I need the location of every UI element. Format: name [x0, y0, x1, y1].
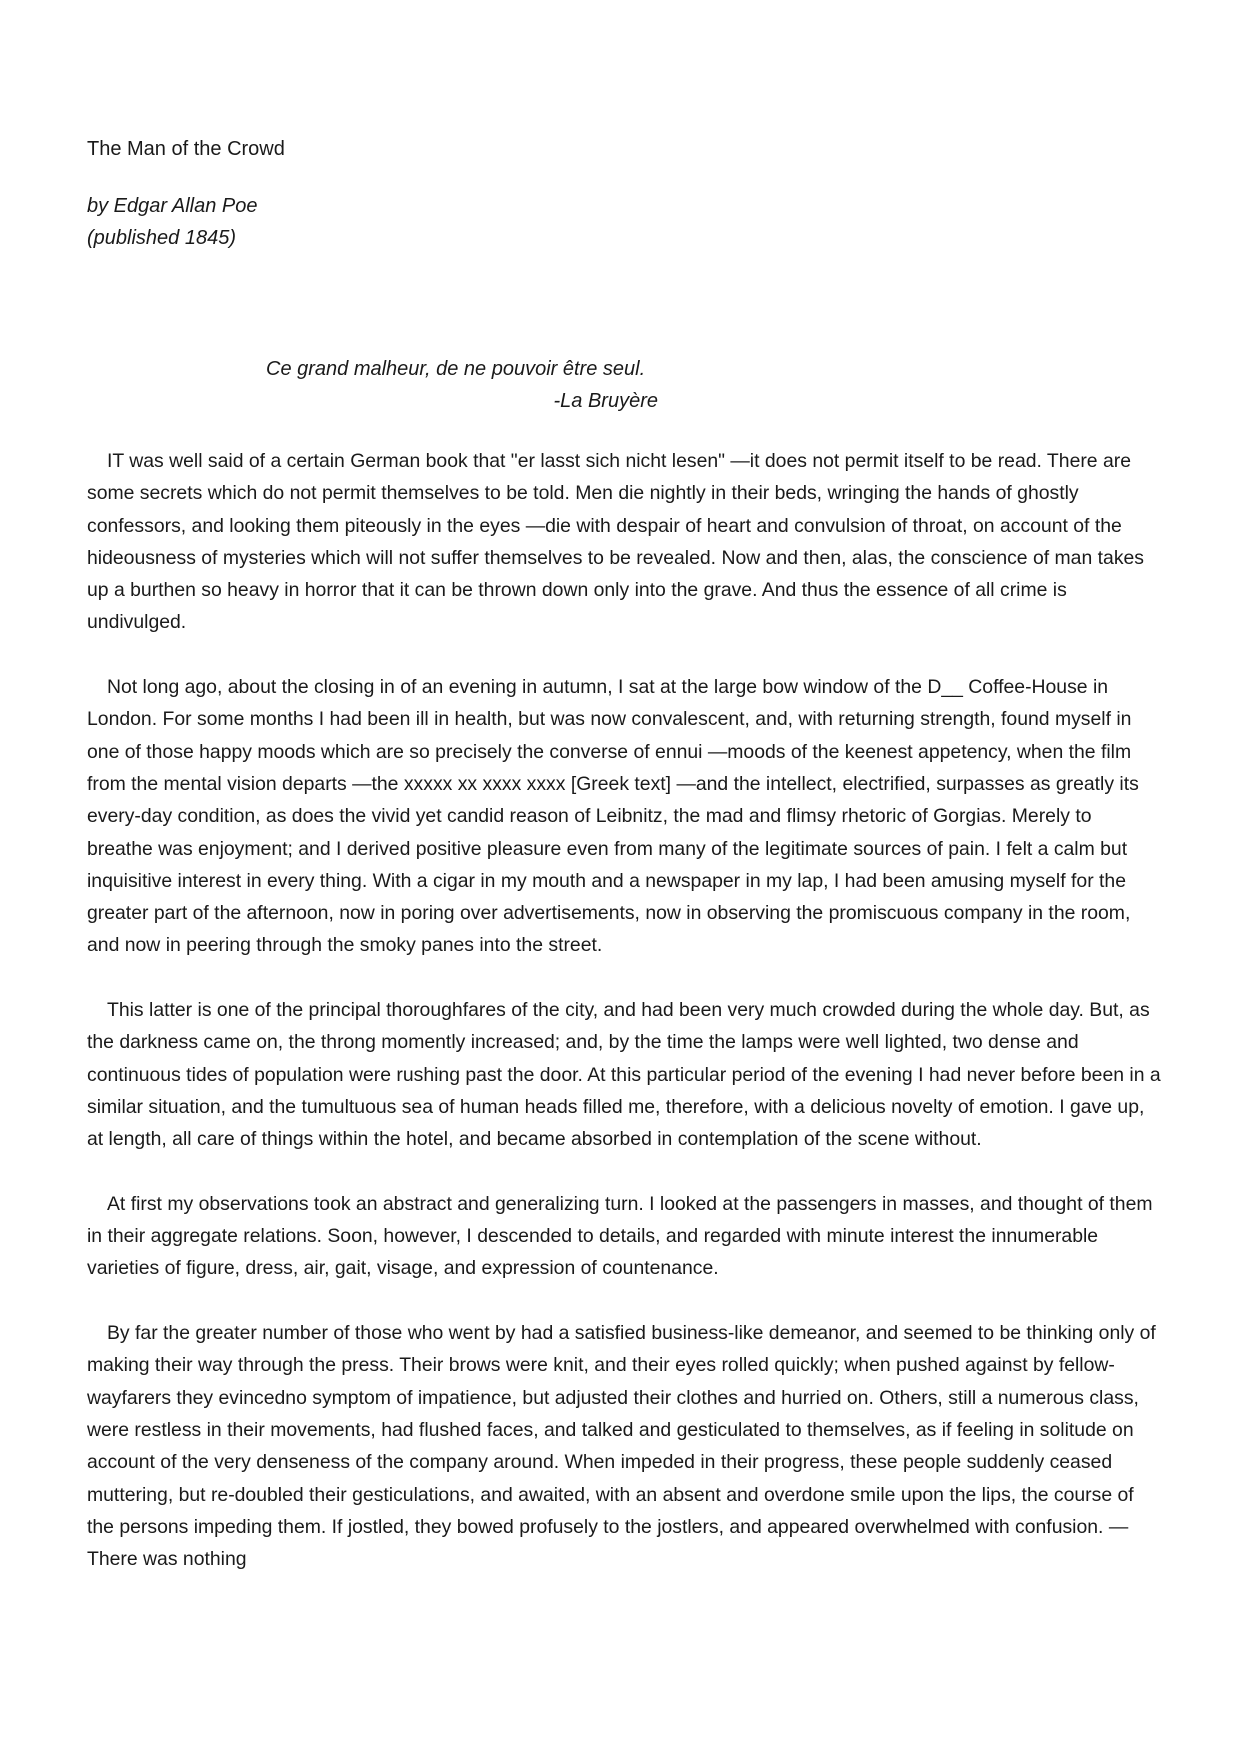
epigraph: [266, 353, 666, 417]
paragraph: This latter is one of the principal thoroughfares of the city, and had been very much crowded during the whole day. But, as the darkness came on, the throng momently increased; and, by the time the lamps were well lighted, two dense and continuous tides of population were rushing past the door. At this particular period of the evening I had never before been in a similar situation, and the tumultuous sea of human heads filled me, therefore, with a delicious novelty of emotion. I gave up, at length, all care of things within the hotel, and became absorbed in contemplation of the scene without.: [87, 999, 1161, 1151]
paragraph: By far the greater number of those who went by had a satisfied business-like demeanor, and seemed to be thinking only of making their way through the press. Their brows were knit, and their eyes rolled quickly; when pushed against by fellow-wayfarers they evincedno symptom of impatience, but adjusted their clothes and hurried on. Others, still a numerous class, were restless in their movements, had flushed faces, and talked and gesticulated to themselves, as if feeling in solitude on account of the very denseness of the company around. When impeded in their progress, these people suddenly ceased muttering, but re-doubled their gesticulations, and awaited, with an absent and overdone smile upon the lips, the course of the persons impeding them. If jostled, they bowed profusely to the jostlers, and appeared overwhelmed with confusion. —There was nothing: [87, 1322, 1156, 1571]
story-title: The Man of the Crowd: [87, 138, 285, 160]
author-line: by Edgar Allan Poe: [87, 195, 258, 217]
published-line: (published 1845): [87, 227, 236, 249]
story-body: [87, 445, 1162, 1575]
epigraph-quote: Ce grand malheur, de ne pouvoir être seul.: [266, 358, 646, 380]
epigraph-attribution: -La Bruyère: [553, 390, 658, 412]
paragraph: At first my observations took an abstract and generalizing turn. I looked at the passengers in masses, and thought of them in their aggregate relations. Soon, however, I descended to details, and regarded with minute interest the innumerable varieties of figure, dress, air, gait, visage, and expression of countenance.: [87, 1192, 1153, 1280]
byline: [87, 190, 257, 254]
paragraph: IT was well said of a certain German book that "er lasst sich nicht lesen" —it does not permit itself to be read. There are some secrets which do not permit themselves to be told. Men die nightly in their beds, wringing the hands of ghostly confessors, and looking them piteously in the eyes —die with despair of heart and convulsion of throat, on account of the hideousness of mysteries which will not suffer themselves to be revealed. Now and then, alas, the conscience of man takes up a burthen so heavy in horror that it can be thrown down only into the grave. And thus the essence of all crime is undivulged.: [87, 450, 1144, 634]
paragraph: Not long ago, about the closing in of an evening in autumn, I sat at the large bow window of the D__ Coffee-House in London. For some months I had been ill in health, but was now convalescent, and, with returning strength, found myself in one of those happy moods which are so precisely the converse of ennui —moods of the keenest appetency, when the film from the mental vision departs —the xxxxx xx xxxx xxxx [Greek text] —and the intellect, electrified, surpasses as greatly its every-day condition, as does the vivid yet candid reason of Leibnitz, the mad and flimsy rhetoric of Gorgias. Merely to breathe was enjoyment; and I derived positive pleasure even from many of the legitimate sources of pain. I felt a calm but inquisitive interest in every thing. With a cigar in my mouth and a newspaper in my lap, I had been amusing myself for the greater part of the afternoon, now in poring over advertisements, now in observing the promiscuous company in the room, and now in peering through the smoky panes into the street.: [87, 676, 1139, 957]
